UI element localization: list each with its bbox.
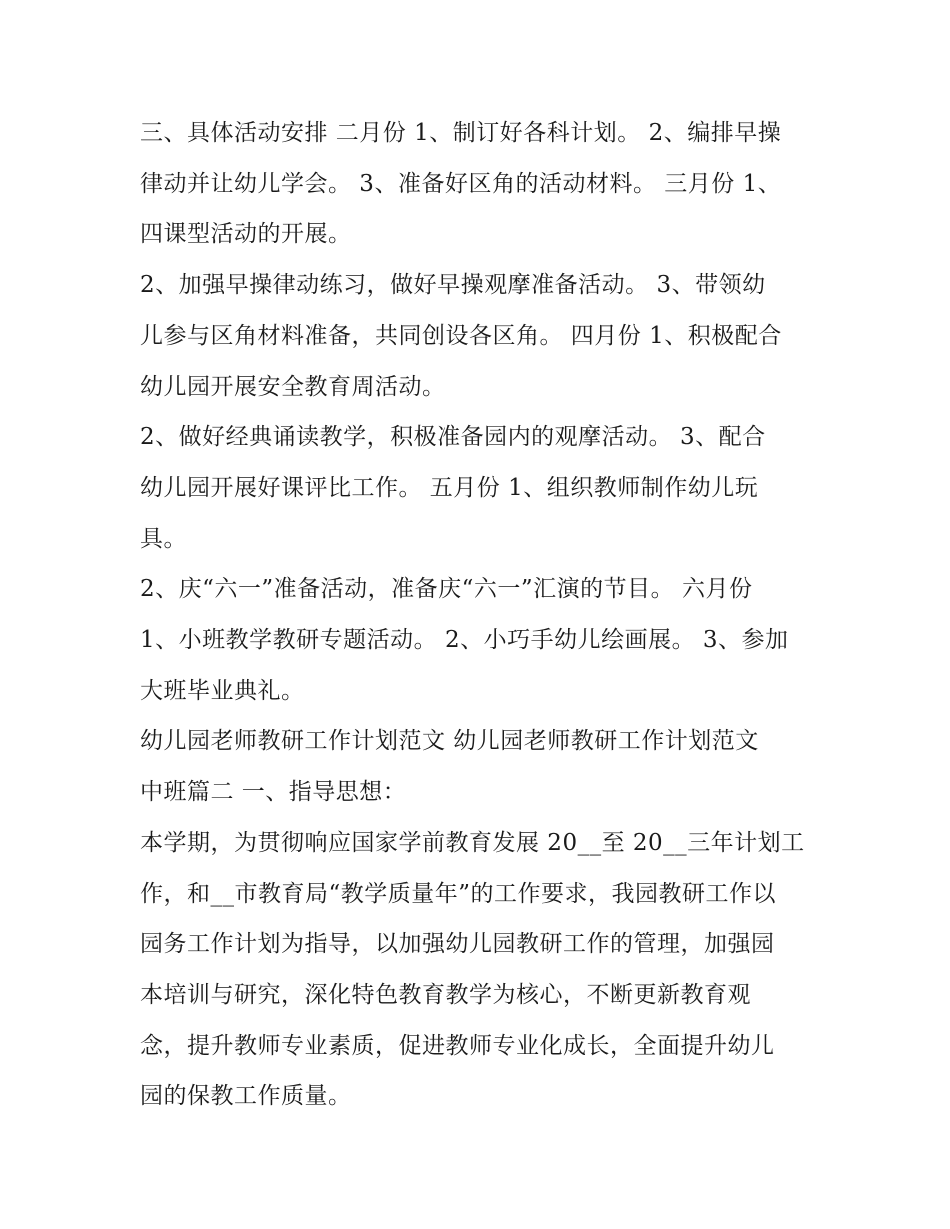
text-line: 儿参与区角材料准备，共同创设各区角。 四月份 1、积极配合 [140,322,782,349]
paragraph-section-title [140,716,820,817]
text-line: 三、具体活动安排 二月份 1、制订好各科计划。 2、编排早操 [140,120,782,146]
document-body [140,108,820,1122]
text-line: 中班篇二 一、指导思想： [140,779,407,806]
text-line: 1、小班教学教研专题活动。 2、小巧手幼儿绘画展。 3、参加 [140,627,789,654]
text-line: 本培训与研究，深化特色教育教学为核心，不断更新教育观 [140,981,751,1008]
text-line: 大班毕业典礼。 [140,677,305,704]
text-line: 幼儿园开展好课评比工作。 五月份 1、组织教师制作幼儿玩 [140,474,759,501]
paragraph-activity-plan-apr-may [140,412,820,564]
text-line: 律动并让幼儿学会。 3、准备好区角的活动材料。 三月份 1、 [140,170,782,197]
text-line: 园务工作计划为指导，以加强幼儿园教研工作的管理，加强园 [140,931,775,958]
text-line: 园的保教工作质量。 [140,1083,352,1110]
text-line: 本学期，为贯彻响应国家学前教育发展 20__至 20__三年计划工 [140,829,805,856]
text-line: 四课型活动的开展。 [140,221,352,248]
text-line: 念，提升教师专业素质，促进教师专业化成长，全面提升幼儿 [140,1032,775,1059]
paragraph-guiding-ideology [140,818,820,1122]
paragraph-activity-plan-may-jun [140,564,820,716]
paragraph-activity-plan-mar-apr [140,260,820,412]
text-line: 2、加强早操律动练习，做好早操观摩准备活动。 3、带领幼 [140,272,766,299]
text-line: 2、庆“六一”准备活动，准备庆“六一”汇演的节目。 六月份 [140,576,753,603]
text-line: 作，和__市教育局“教学质量年”的工作要求，我园教研工作以 [140,880,777,907]
text-line: 具。 [140,525,187,552]
text-line: 幼儿园老师教研工作计划范文 幼儿园老师教研工作计划范文 [140,728,759,755]
paragraph-activity-plan-feb-mar [140,108,820,260]
text-line: 幼儿园开展安全教育周活动。 [140,373,446,400]
text-line: 2、做好经典诵读教学，积极准备园内的观摩活动。 3、配合 [140,424,766,451]
